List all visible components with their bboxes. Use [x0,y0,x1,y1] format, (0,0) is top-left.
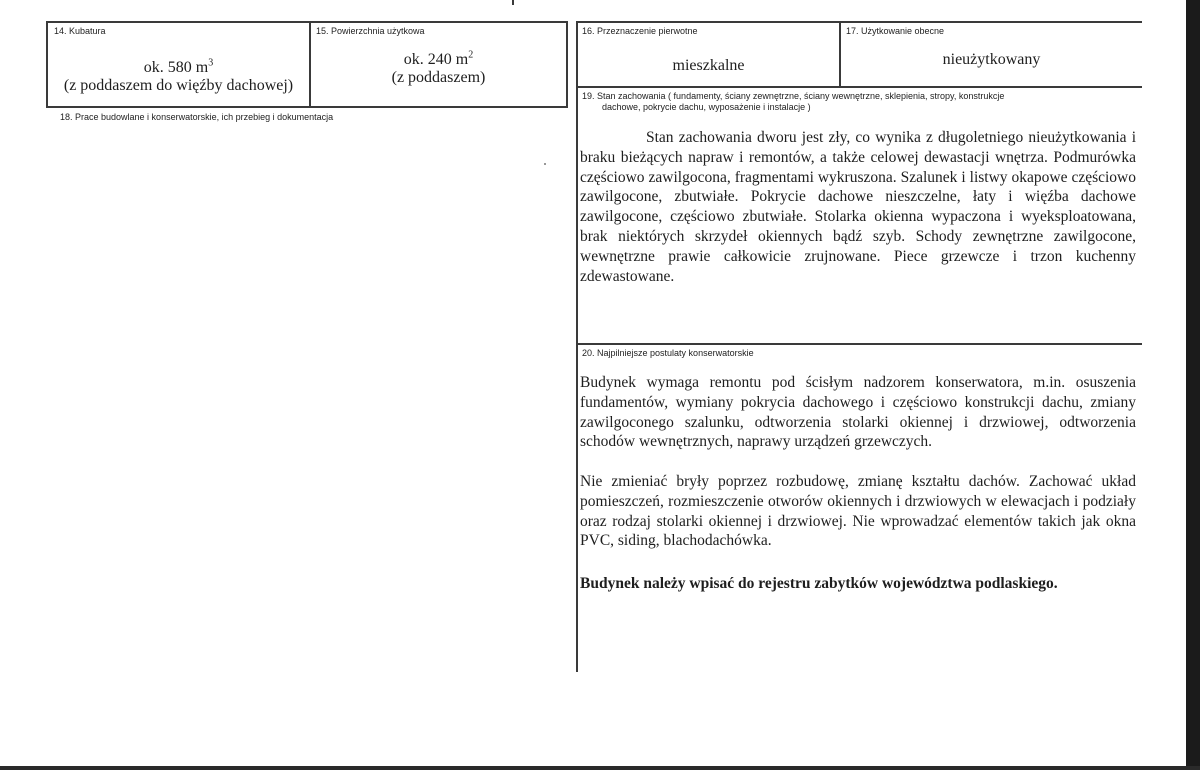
postulaty-label: 20. Najpilniejsze postulaty konserwatorskie [582,348,754,358]
uzytkowanie-value: nieużytkowany [942,51,1041,68]
grid-row-divider-right [576,86,1142,88]
postulaty-paragraph-3: Budynek należy wpisać do rejestru zabytków województwa podlaskiego. [580,575,1058,592]
powierzchnia-note: (z poddaszem) [391,69,486,86]
grid-top-right [576,21,1142,23]
kubatura-note: (z poddaszem do więźby dachowej) [63,77,294,94]
kubatura-value [48,58,309,77]
uzytkowanie-label: 17. Użytkowanie obecne [846,26,945,36]
kubatura-label: 14. Kubatura [54,26,106,36]
stan-label-line2: dachowe, pokrycie dachu, wyposażenie i instalacje ) [602,102,811,112]
top-fragment-mark [512,0,514,5]
stan-description: Stan zachowania dworu jest zły, co wynika z długoletniego nieużytkowania i braku bieżących napraw i remontów, a także celowej dewastacji wnętrza. Podmurówka częściowo zawilgocona, fragmentami wykruszona. Szalunek i listwy okapowe częściowo zawilgocone, zbutwiałe. Pokrycie dachowe nieszczelne, łaty i więźba dachowe zawilgocone, częściowo zbutwiałe. Stolarka okienna wypaczona i wyeksploatowana, brak niektórych skrzydeł okiennych bądź szyb. Schody zewnętrzne zawilgocone, wewnętrzne prawie całkowicie zrujnowane. Piece grzewcze i trzon kuchenny zdewastowane. [580,129,1136,285]
scan-edge-bottom [0,766,1200,770]
postulaty-paragraph-2: Nie zmieniać bryły poprzez rozbudowę, zmianę kształtu dachów. Zachować układ pomieszczeń, rozmieszczenie otworów okiennych i drzwiowych w elewacjach i podziały oraz rodzaj stolarki okiennej i drzwiowej. Nie wprowadzać elementów takich jak okna PVC, siding, blachodachówka. [580,473,1136,550]
powierzchnia-value [311,50,566,69]
kubatura-value-unit-exponent: 3 [208,57,214,69]
postulaty-paragraph-1: Budynek wymaga remontu pod ścisłym nadzorem konserwatora, m.in. osuszenia fundamentów, wymiany pokrycia dachowego i częściowo konstrukcji dachu, zmiany zawilgoconego szalunku, odtworzenia stolarki okiennej i drzwiowej, odtworzenia schodów wewnętrznych, naprawy urządzeń grzewczych. [580,374,1136,451]
kubatura-value-main: ok. 580 m [143,59,209,76]
przeznaczenie-value: mieszkalne [672,57,745,74]
grid-row-divider-left [46,106,568,108]
prace-label: 18. Prace budowlane i konserwatorskie, ich przebieg i dokumentacja [60,112,334,122]
grid-col-divider-main [576,21,578,672]
scan-edge-right [1186,0,1200,770]
powierzchnia-value-unit-exponent: 2 [468,49,474,61]
scan-speck [544,163,546,165]
grid-row-divider-19-20 [576,343,1142,345]
grid-right-border-left-half [566,21,568,108]
grid-top-left [46,21,568,23]
przeznaczenie-label: 16. Przeznaczenie pierwotne [582,26,698,36]
stan-label-line1: 19. Stan zachowania ( fundamenty, ściany zewnętrzne, ściany wewnętrzne, sklepienia, stropy, konstrukcje [582,91,1005,101]
powierzchnia-value-main: ok. 240 m [403,51,469,68]
powierzchnia-label: 15. Powierzchnia użytkowa [316,26,425,36]
